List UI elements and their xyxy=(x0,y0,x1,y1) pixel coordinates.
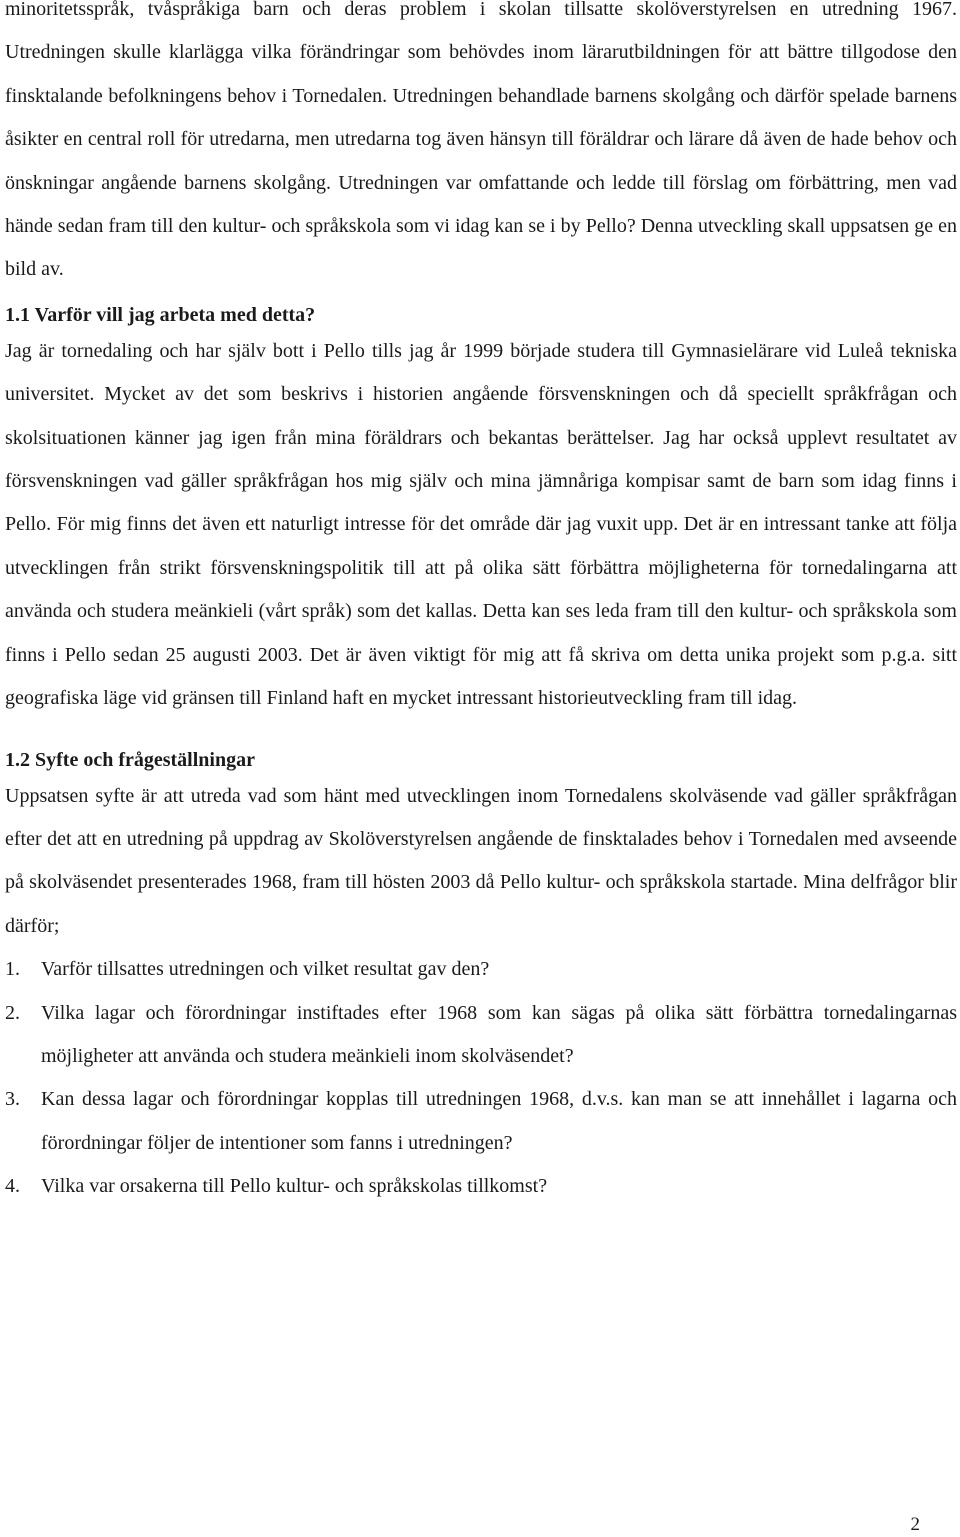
paragraph-intro: minoritetsspråk, tvåspråkiga barn och deras problem i skolan tillsatte skolöverstyrelsen en utredning 1967. Utredningen skulle klarlägga vilka förändringar som behövdes inom lärarutbildningen för att bättre tillgodose den finsktalande befolkningens behov i Tornedalen. Utredningen behandlade barnens skolgång och därför spelade barnens åsikter en central roll för utredarna, men utredarna tog även hänsyn till föräldrar och lärare då även de hade behov och önskningar angående barnens skolgång. Utredningen var omfattande och ledde till förslag om förbättring, men vad hände sedan fram till den kultur- och språkskola som vi idag kan se i by Pello? Denna utveckling skall uppsatsen ge en bild av. xyxy=(5,0,957,281)
document-page xyxy=(5,0,957,1209)
list-item-text: Vilka lagar och förordningar instiftades efter 1968 som kan sägas på olika sätt förbättra tornedalingarnas möjligheter att använda och studera meänkieli inom skolväsendet? xyxy=(41,1001,957,1067)
section-heading-1-1: 1.1 Varför vill jag arbeta med detta? xyxy=(5,303,316,326)
list-item xyxy=(5,1078,957,1165)
list-item-text: Varför tillsattes utredningen och vilket resultat gav den? xyxy=(41,958,490,981)
list-item xyxy=(5,992,957,1079)
paragraph-motivation: Jag är tornedaling och har själv bott i Pello tills jag år 1999 började studera till Gymnasielärare vid Luleå tekniska universitet. Mycket av det som beskrivs i historien angående försvenskningen och då speciellt språkfrågan och skolsituationen känner jag igen från mina föräldrars och bekantas berättelser. Jag har också upplevt resultatet av försvenskningen vad gäller språkfrågan hos mig själv och mina jämnåriga kompisar samt de barn som idag finns i Pello. För mig finns det även ett naturligt intresse för det område där jag vuxit upp. Det är en intressant tanke att följa utvecklingen från strikt försvenskningspolitik till att på olika sätt förbättra möjligheterna för tornedalingarna att använda och studera meänkieli (vårt språk) som det kallas. Detta kan ses leda fram till den kultur- och språkskola som finns i Pello sedan 25 augusti 2003. Det är även viktigt för mig att få skriva om detta unika projekt som p.g.a. sitt geografiska läge vid gränsen till Finland haft en mycket intressant historieutveckling fram till idag. xyxy=(5,339,957,710)
list-item-number: 4. xyxy=(5,1175,20,1198)
list-item-number: 2. xyxy=(5,1001,20,1024)
page-number: 2 xyxy=(910,1514,920,1535)
paragraph-purpose: Uppsatsen syfte är att utreda vad som hänt med utvecklingen inom Tornedalens skolväsende vad gäller språkfrågan efter det att en utredning på uppdrag av Skolöverstyrelsen angående de finsktalades behov i Tornedalen med avseende på skolväsendet presenterades 1968, fram till hösten 2003 då Pello kultur- och språkskola startade. Mina delfrågor blir därför; xyxy=(5,784,957,937)
list-item-text: Kan dessa lagar och förordningar kopplas till utredningen 1968, d.v.s. kan man se att innehållet i lagarna och förordningar följer de intentioner som fanns i utredningen? xyxy=(41,1088,957,1154)
list-item-text: Vilka var orsakerna till Pello kultur- och språkskolas tillkomst? xyxy=(41,1175,548,1198)
list-item-number: 3. xyxy=(5,1088,20,1111)
list-item xyxy=(5,948,957,991)
section-heading-1-2: 1.2 Syfte och frågeställningar xyxy=(5,748,255,771)
research-questions-list xyxy=(5,948,957,1208)
list-item xyxy=(5,1165,957,1208)
list-item-number: 1. xyxy=(5,958,20,981)
